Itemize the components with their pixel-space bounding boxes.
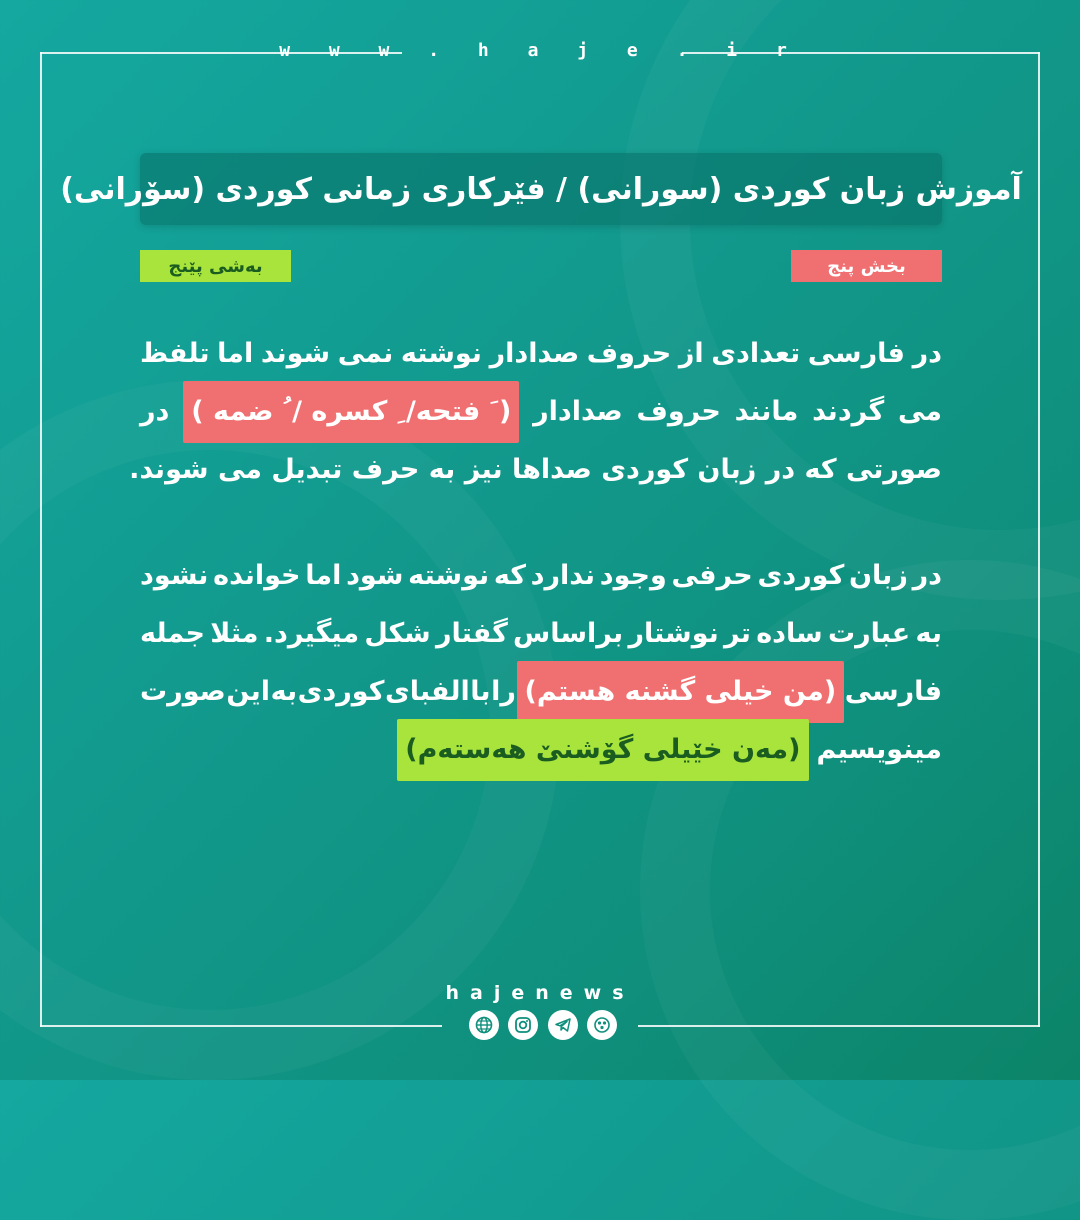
- word: در: [912, 560, 942, 591]
- frame-left: [40, 52, 42, 1027]
- word: نوشته: [400, 338, 482, 369]
- word: با: [470, 676, 491, 707]
- word: عبارت: [827, 618, 911, 649]
- word: خوانده: [213, 560, 301, 591]
- kurdish-sentence-highlight: (مەن خێیلی گۆشنێ هەستەم): [397, 719, 808, 781]
- word: را: [491, 676, 516, 707]
- title-box: [60, 153, 1022, 225]
- paragraph-2-line-1: [140, 547, 942, 605]
- word: از: [678, 338, 704, 369]
- word: صدادار: [489, 338, 580, 369]
- word: ندارد: [530, 560, 596, 591]
- instagram-icon[interactable]: [508, 1010, 538, 1040]
- paragraph-1-line-3: [129, 441, 942, 499]
- word: فارسی: [844, 676, 942, 707]
- word: کوردی: [297, 676, 385, 707]
- social-icons: [469, 1010, 617, 1042]
- frame-bottom-left: [40, 1025, 442, 1027]
- paragraph-1: [129, 325, 942, 499]
- word: گفتار: [435, 618, 508, 649]
- word: زبان: [849, 560, 908, 591]
- page-title: آموزش زبان کوردی (سورانی) / فێرکاری زمانی کوردی (سۆرانی): [60, 171, 1022, 207]
- word: به: [270, 676, 298, 707]
- word: جمله: [140, 618, 205, 649]
- word: این: [226, 676, 271, 707]
- word: تلفظ: [140, 338, 210, 369]
- paragraph-2: [140, 547, 942, 779]
- telegram-icon[interactable]: [548, 1010, 578, 1040]
- word: مینویسیم: [816, 734, 942, 765]
- sentence: صورتی که در زبان کوردی صداها نیز به حرف تبدیل می شوند.: [129, 454, 942, 485]
- word: در: [140, 396, 170, 427]
- word: براساس: [513, 618, 624, 649]
- word: که: [493, 560, 526, 591]
- word: شوند: [260, 338, 331, 369]
- persian-sentence-highlight: (من خیلی گشنه هستم): [517, 661, 845, 723]
- word: اما: [217, 338, 254, 369]
- word: صورت: [140, 676, 226, 707]
- word: در: [912, 338, 942, 369]
- word: شود: [346, 560, 404, 591]
- word: میگیرد.: [263, 618, 360, 649]
- frame-right: [1038, 52, 1040, 1027]
- paragraph-1-line-2: [140, 383, 942, 441]
- word: حروف: [636, 396, 721, 427]
- word: مثلا: [210, 618, 259, 649]
- background-swirl-1: [620, 0, 1080, 600]
- word: نوشته: [408, 560, 490, 591]
- paragraph-1-line-1: [140, 325, 942, 383]
- site-url[interactable]: w w w . h a j e . i r: [279, 40, 801, 61]
- app-icon[interactable]: [587, 1010, 617, 1040]
- paragraph-2-line-2: [140, 605, 942, 663]
- word: الفبای: [385, 676, 470, 707]
- section-tag-persian: بخش پنج: [791, 250, 942, 282]
- word: کوردی: [757, 560, 845, 591]
- word: گردند: [812, 396, 885, 427]
- word: صدادار: [533, 396, 623, 427]
- web-icon[interactable]: [469, 1010, 499, 1040]
- word: نمی: [337, 338, 394, 369]
- vowel-marks-highlight: ( َ فتحه/ ِ کسره / ُ ضمه ): [183, 381, 519, 443]
- word: حرفی: [671, 560, 753, 591]
- word: وجود: [599, 560, 667, 591]
- section-tag-kurdish: بەشی پێنج: [140, 250, 291, 282]
- word: حروف: [586, 338, 672, 369]
- word: نشود: [140, 560, 209, 591]
- word: تر: [724, 618, 751, 649]
- word: ساده: [756, 618, 823, 649]
- word: نوشتار: [628, 618, 719, 649]
- footer-brand: hajenews: [445, 982, 635, 1004]
- word: اما: [305, 560, 342, 591]
- frame-bottom-right: [638, 1025, 1040, 1027]
- word: مانند: [734, 396, 799, 427]
- paragraph-2-line-4: [140, 721, 942, 779]
- paragraph-2-line-3: [140, 663, 942, 721]
- word: می: [897, 396, 942, 427]
- word: تعدادی: [711, 338, 801, 369]
- word: شکل: [364, 618, 431, 649]
- word: به: [915, 618, 942, 649]
- word: فارسی: [807, 338, 905, 369]
